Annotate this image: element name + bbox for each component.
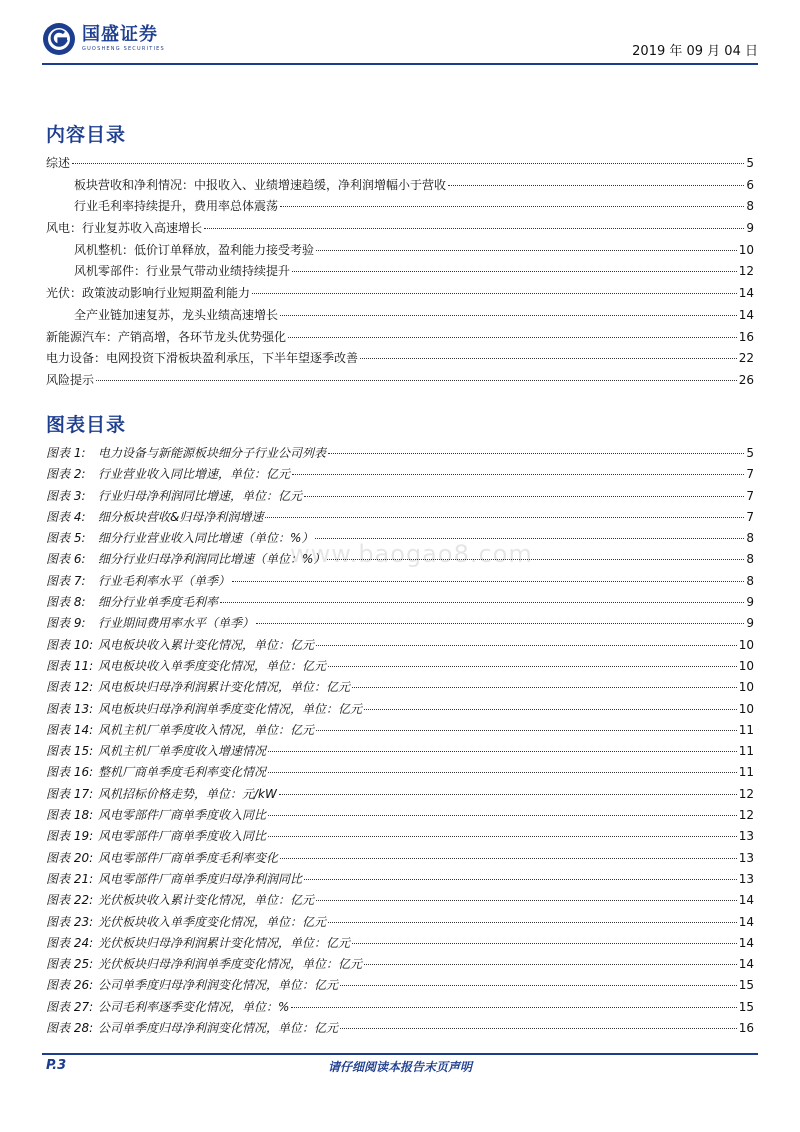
figure-number: 图表 15: bbox=[46, 744, 94, 759]
figure-number: 图表 27: bbox=[46, 999, 94, 1014]
figure-number: 图表 16: bbox=[46, 765, 94, 780]
figure-page: 15 bbox=[738, 978, 754, 993]
figure-page: 13 bbox=[738, 829, 754, 844]
figure-page: 14 bbox=[738, 914, 754, 929]
toc-entry-label: 光伏：政策波动影响行业短期盈利能力 bbox=[46, 286, 251, 301]
figure-page: 10 bbox=[738, 637, 754, 652]
leader-dots bbox=[265, 517, 744, 518]
figure-label: 行业毛利率水平（单季） bbox=[98, 573, 231, 588]
footer-divider bbox=[42, 1053, 758, 1055]
toc-entry[interactable] bbox=[46, 306, 754, 328]
leader-dots bbox=[268, 815, 737, 816]
figure-entry[interactable] bbox=[46, 998, 754, 1019]
figure-label: 风机主机厂单季度收入增速情况 bbox=[98, 744, 267, 759]
toc-entry[interactable] bbox=[46, 328, 754, 350]
figure-label: 光伏板块归母净利润累计变化情况，单位：亿元 bbox=[98, 935, 351, 950]
leader-dots bbox=[340, 1028, 737, 1029]
leader-dots bbox=[328, 453, 744, 454]
toc-entry-label: 全产业链加速复苏，龙头业绩高速增长 bbox=[74, 307, 279, 322]
figure-label: 风机招标价格走势，单位：元/kW bbox=[98, 786, 277, 801]
figure-entry[interactable] bbox=[46, 721, 754, 742]
figure-label: 细分行业营业收入同比增速（单位：%） bbox=[98, 531, 314, 546]
toc-entry-label: 风机整机：低价订单释放，盈利能力接受考验 bbox=[74, 242, 315, 257]
figure-entry[interactable] bbox=[46, 870, 754, 891]
figure-label: 风电零部件厂商单季度毛利率变化 bbox=[98, 850, 279, 865]
leader-dots bbox=[316, 730, 737, 731]
figure-number: 图表 3: bbox=[46, 488, 86, 503]
figure-page: 7 bbox=[746, 509, 754, 524]
leader-dots bbox=[316, 250, 737, 251]
figure-page: 12 bbox=[738, 808, 754, 823]
toc-entry[interactable] bbox=[46, 371, 754, 393]
leader-dots bbox=[288, 337, 737, 338]
figure-label: 风电板块归母净利润累计变化情况，单位：亿元 bbox=[98, 680, 351, 695]
toc-entry[interactable] bbox=[46, 284, 754, 306]
figure-label: 细分行业单季度毛利率 bbox=[98, 595, 219, 610]
figure-page: 14 bbox=[738, 893, 754, 908]
watermark: www.baogao8.com bbox=[290, 540, 533, 568]
figure-number: 图表 2: bbox=[46, 467, 86, 482]
figure-label: 公司毛利率逐季变化情况，单位：% bbox=[98, 999, 290, 1014]
figure-number: 图表 21: bbox=[46, 871, 94, 886]
leader-dots bbox=[268, 772, 737, 773]
figure-page: 8 bbox=[746, 552, 754, 567]
toc-entry[interactable] bbox=[46, 197, 754, 219]
toc-entry-page: 9 bbox=[746, 221, 754, 236]
figures-list bbox=[46, 444, 754, 1040]
figure-label: 细分行业归母净利润同比增速（单位：%） bbox=[98, 552, 326, 567]
figure-page: 14 bbox=[738, 957, 754, 972]
leader-dots bbox=[448, 185, 744, 186]
figure-number: 图表 17: bbox=[46, 786, 94, 801]
leader-dots bbox=[204, 228, 744, 229]
figure-page: 13 bbox=[738, 871, 754, 886]
figure-entry[interactable] bbox=[46, 806, 754, 827]
leader-dots bbox=[268, 751, 737, 752]
figure-page: 8 bbox=[746, 573, 754, 588]
figure-label: 风机主机厂单季度收入情况，单位：亿元 bbox=[98, 722, 315, 737]
figure-entry[interactable] bbox=[46, 657, 754, 678]
company-logo bbox=[42, 22, 165, 56]
toc-entry-page: 16 bbox=[738, 329, 754, 344]
figure-page: 11 bbox=[738, 722, 754, 737]
figure-entry[interactable] bbox=[46, 1019, 754, 1040]
figure-label: 电力设备与新能源板块细分子行业公司列表 bbox=[98, 446, 327, 460]
figure-entry[interactable] bbox=[46, 976, 754, 997]
figure-number: 图表 19: bbox=[46, 829, 94, 844]
leader-dots bbox=[340, 985, 737, 986]
figure-entry[interactable] bbox=[46, 444, 754, 465]
figure-number: 图表 20: bbox=[46, 850, 94, 865]
leader-dots bbox=[280, 315, 737, 316]
figure-entry[interactable] bbox=[46, 742, 754, 763]
toc-entry-page: 22 bbox=[738, 351, 754, 366]
figure-page: 10 bbox=[738, 658, 754, 673]
figure-page: 13 bbox=[738, 850, 754, 865]
leader-dots bbox=[328, 666, 737, 667]
figure-number: 图表 26: bbox=[46, 978, 94, 993]
figure-entry[interactable] bbox=[46, 934, 754, 955]
figure-label: 光伏板块收入累计变化情况，单位：亿元 bbox=[98, 893, 315, 908]
figure-page: 9 bbox=[746, 616, 754, 631]
toc-entry-page: 5 bbox=[746, 156, 754, 170]
figure-page: 14 bbox=[738, 935, 754, 950]
toc-entry-page: 8 bbox=[746, 199, 754, 214]
leader-dots bbox=[352, 943, 737, 944]
figure-label: 细分板块营收&归母净利润增速 bbox=[98, 509, 264, 524]
toc-entry-label: 风机零部件：行业景气带动业绩持续提升 bbox=[74, 264, 291, 279]
figure-entry[interactable] bbox=[46, 827, 754, 848]
figure-entry[interactable] bbox=[46, 636, 754, 657]
figure-page: 11 bbox=[738, 765, 754, 780]
leader-dots bbox=[220, 602, 744, 603]
leader-dots bbox=[360, 358, 737, 359]
toc-entry[interactable] bbox=[46, 176, 754, 198]
figure-number: 图表 1: bbox=[46, 446, 86, 460]
figure-label: 风电板块收入单季度变化情况，单位：亿元 bbox=[98, 658, 327, 673]
figure-label: 光伏板块收入单季度变化情况，单位：亿元 bbox=[98, 914, 327, 929]
figure-number: 图表 10: bbox=[46, 637, 94, 652]
page-number: P.3 bbox=[46, 1058, 67, 1073]
figure-label: 光伏板块归母净利润单季度变化情况，单位：亿元 bbox=[98, 957, 363, 972]
leader-dots bbox=[292, 474, 744, 475]
leader-dots bbox=[291, 1007, 736, 1008]
leader-dots bbox=[72, 163, 744, 164]
figure-entry[interactable] bbox=[46, 913, 754, 934]
figure-label: 风电板块归母净利润单季度变化情况，单位：亿元 bbox=[98, 701, 363, 716]
leader-dots bbox=[316, 645, 737, 646]
figure-page: 10 bbox=[738, 680, 754, 695]
figure-page: 16 bbox=[738, 1021, 754, 1036]
figure-page: 7 bbox=[746, 488, 754, 503]
figure-entry[interactable] bbox=[46, 593, 754, 614]
toc-entry-page: 14 bbox=[738, 307, 754, 322]
leader-dots bbox=[280, 206, 744, 207]
figure-page: 15 bbox=[738, 999, 754, 1014]
figure-entry[interactable] bbox=[46, 785, 754, 806]
toc-entry-label: 板块营收和净利情况：中报收入、业绩增速趋缓，净利润增幅小于营收 bbox=[74, 177, 447, 192]
figure-number: 图表 28: bbox=[46, 1021, 94, 1036]
figure-number: 图表 14: bbox=[46, 722, 94, 737]
toc-entry-label: 新能源汽车：产销高增，各环节龙头优势强化 bbox=[46, 329, 287, 344]
toc-entry-label: 风电：行业复苏收入高速增长 bbox=[46, 221, 203, 236]
figure-entry[interactable] bbox=[46, 763, 754, 784]
logo-text-cn: 国盛证券 bbox=[82, 24, 158, 45]
figure-page: 11 bbox=[738, 744, 754, 759]
figure-entry[interactable] bbox=[46, 487, 754, 508]
figure-entry[interactable] bbox=[46, 849, 754, 870]
figure-label: 风电零部件厂商单季度收入同比 bbox=[98, 829, 267, 844]
figure-page: 5 bbox=[746, 446, 754, 460]
footer-disclaimer: 请仔细阅读本报告末页声明 bbox=[327, 1060, 472, 1074]
guosheng-logo-icon bbox=[42, 22, 76, 56]
figure-number: 图表 25: bbox=[46, 957, 94, 972]
toc-entry-label: 风险提示 bbox=[46, 372, 95, 387]
figure-number: 图表 24: bbox=[46, 935, 94, 950]
figure-label: 行业归母净利润同比增速，单位：亿元 bbox=[98, 488, 303, 503]
leader-dots bbox=[292, 271, 737, 272]
toc-entry-page: 26 bbox=[738, 372, 754, 387]
leader-dots bbox=[364, 964, 737, 965]
toc-entry-label: 行业毛利率持续提升，费用率总体震荡 bbox=[74, 199, 279, 214]
figure-number: 图表 5: bbox=[46, 531, 86, 546]
figure-page: 8 bbox=[746, 531, 754, 546]
toc-entry-label: 电力设备：电网投资下滑板块盈利承压，下半年望逐季改善 bbox=[46, 351, 359, 366]
leader-dots bbox=[279, 794, 737, 795]
leader-dots bbox=[280, 858, 737, 859]
figure-label: 公司单季度归母净利润变化情况，单位：亿元 bbox=[98, 978, 339, 993]
toc-entry-page: 6 bbox=[746, 177, 754, 192]
toc-entry[interactable] bbox=[46, 219, 754, 241]
figure-entry[interactable] bbox=[46, 572, 754, 593]
leader-dots bbox=[352, 687, 737, 688]
figure-number: 图表 12: bbox=[46, 680, 94, 695]
figure-number: 图表 13: bbox=[46, 701, 94, 716]
page-header bbox=[42, 22, 758, 62]
figure-page: 12 bbox=[738, 786, 754, 801]
toc-list bbox=[46, 154, 754, 393]
figure-label: 公司单季度归母净利润变化情况，单位：亿元 bbox=[98, 1021, 339, 1036]
toc-entry-label: 综述 bbox=[46, 156, 71, 170]
figure-label: 风电板块收入累计变化情况，单位：亿元 bbox=[98, 637, 315, 652]
leader-dots bbox=[232, 581, 744, 582]
toc-entry[interactable] bbox=[46, 241, 754, 263]
leader-dots bbox=[252, 293, 737, 294]
report-date: 2019 年 09 月 04 日 bbox=[632, 44, 758, 59]
leader-dots bbox=[328, 922, 737, 923]
leader-dots bbox=[304, 879, 737, 880]
figure-number: 图表 18: bbox=[46, 808, 94, 823]
figure-label: 行业期间费用率水平（单季） bbox=[98, 616, 255, 631]
toc-entry-page: 12 bbox=[738, 264, 754, 279]
figure-entry[interactable] bbox=[46, 955, 754, 976]
leader-dots bbox=[268, 836, 737, 837]
figure-label: 整机厂商单季度毛利率变化情况 bbox=[98, 765, 267, 780]
toc-entry[interactable] bbox=[46, 349, 754, 371]
figure-number: 图表 6: bbox=[46, 552, 86, 567]
figure-page: 10 bbox=[738, 701, 754, 716]
figure-number: 图表 8: bbox=[46, 595, 86, 610]
figure-number: 图表 22: bbox=[46, 893, 94, 908]
toc-entry-page: 10 bbox=[738, 242, 754, 257]
figure-number: 图表 4: bbox=[46, 509, 86, 524]
figure-page: 7 bbox=[746, 467, 754, 482]
figure-entry[interactable] bbox=[46, 508, 754, 529]
figure-entry[interactable] bbox=[46, 891, 754, 912]
logo-text-en: GUOSHENG SECURITIES bbox=[82, 46, 165, 52]
leader-dots bbox=[96, 380, 737, 381]
leader-dots bbox=[316, 900, 737, 901]
figure-entry[interactable] bbox=[46, 700, 754, 721]
toc-title: 内容目录 bbox=[46, 124, 127, 146]
toc-entry[interactable] bbox=[46, 154, 754, 176]
leader-dots bbox=[364, 709, 737, 710]
figure-label: 行业营业收入同比增速，单位：亿元 bbox=[98, 467, 291, 482]
figure-number: 图表 9: bbox=[46, 616, 86, 631]
figure-entry[interactable] bbox=[46, 614, 754, 635]
figure-entry[interactable] bbox=[46, 678, 754, 699]
header-divider bbox=[42, 63, 758, 65]
figures-title: 图表目录 bbox=[46, 414, 127, 436]
figure-number: 图表 7: bbox=[46, 573, 86, 588]
toc-entry-page: 14 bbox=[738, 286, 754, 301]
leader-dots bbox=[256, 623, 744, 624]
toc-entry[interactable] bbox=[46, 262, 754, 284]
figure-label: 风电零部件厂商单季度收入同比 bbox=[98, 808, 267, 823]
figure-number: 图表 23: bbox=[46, 914, 94, 929]
figure-entry[interactable] bbox=[46, 465, 754, 486]
leader-dots bbox=[304, 496, 744, 497]
figure-page: 9 bbox=[746, 595, 754, 610]
figure-number: 图表 11: bbox=[46, 658, 94, 673]
figure-label: 风电零部件厂商单季度归母净利润同比 bbox=[98, 871, 303, 886]
